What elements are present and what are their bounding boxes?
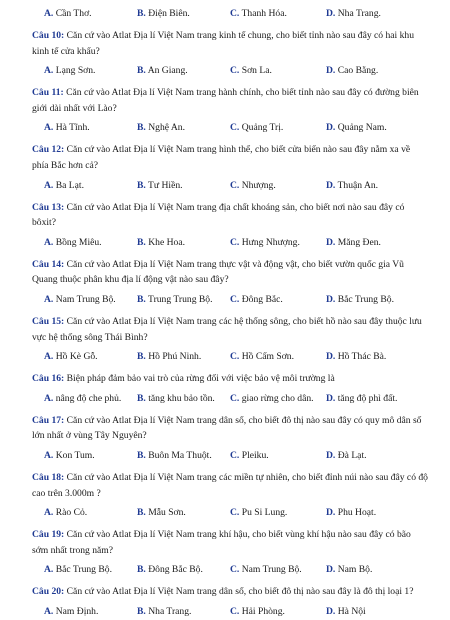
option-text: Tư Hiền. xyxy=(148,179,183,191)
answer-option[interactable] xyxy=(137,562,203,578)
question-text: Biện pháp đảm bảo vai trò của rừng đối với việc bảo vệ môi trường là xyxy=(66,373,335,385)
option-text: Nam Bộ. xyxy=(337,564,373,576)
question-number: Câu 20: xyxy=(32,586,65,598)
option-text: Hà Nội xyxy=(337,606,366,617)
answer-option[interactable] xyxy=(326,292,394,308)
answer-option[interactable] xyxy=(137,391,215,407)
answer-option[interactable] xyxy=(230,562,302,578)
option-text: Điện Biên. xyxy=(148,8,190,19)
question-stem xyxy=(32,85,428,116)
option-letter: D. xyxy=(326,564,336,576)
answer-option[interactable] xyxy=(137,63,188,79)
option-letter: C. xyxy=(230,294,240,305)
answer-options xyxy=(0,349,450,365)
option-text: Quảng Nam. xyxy=(337,122,387,134)
question-text: Căn cứ vào Atlat Địa lí Việt Nam trang địa chất khoáng sản, cho biết nơi nào sau đây có bôxit? xyxy=(32,201,405,229)
answer-option[interactable] xyxy=(326,235,381,251)
option-letter: D. xyxy=(326,65,336,77)
question-number: Câu 14: xyxy=(32,258,65,270)
answer-options xyxy=(0,505,450,521)
answer-option[interactable] xyxy=(44,562,112,578)
option-letter: D. xyxy=(326,450,336,461)
option-text: An Giang. xyxy=(147,65,188,77)
option-letter: A. xyxy=(44,351,54,363)
option-text: Nam Định. xyxy=(55,606,99,617)
question-text: Căn cứ vào Atlat Địa lí Việt Nam trang dân số, cho biết đô thị nào sau đây là đô thị loại 1? xyxy=(66,586,414,598)
option-letter: A. xyxy=(44,8,54,19)
option-text: Nghệ An. xyxy=(148,122,185,134)
answer-options xyxy=(0,235,450,251)
option-text: Khe Hoa. xyxy=(148,236,185,248)
option-text: Bồng Miêu. xyxy=(55,236,102,248)
answer-option[interactable] xyxy=(230,235,300,251)
answer-option[interactable] xyxy=(137,604,191,620)
answer-option[interactable] xyxy=(44,505,87,521)
option-letter: A. xyxy=(44,122,54,134)
option-letter: D. xyxy=(326,122,336,134)
answer-option[interactable] xyxy=(137,448,212,464)
option-text: giao rừng cho dân. xyxy=(241,392,314,404)
option-letter: B. xyxy=(137,564,146,576)
option-text: Nhượng. xyxy=(241,179,276,191)
question-number: Câu 10: xyxy=(32,30,65,41)
question-text: Căn cứ vào Atlat Địa lí Việt Nam trang kinh tế chung, cho biết tỉnh nào sau đây có hai khu kinh tế cửa khẩu? xyxy=(32,30,414,57)
question-text: Căn cứ vào Atlat Địa lí Việt Nam trang hành chính, cho biết tỉnh nào sau đây có đường biên giới dài nhất với Lào? xyxy=(32,87,419,114)
answer-option[interactable] xyxy=(326,349,386,365)
question-stem xyxy=(32,371,428,387)
option-text: Nam Trung Bộ. xyxy=(241,564,302,576)
option-text: tăng độ phì đất. xyxy=(337,392,398,404)
answer-option[interactable] xyxy=(44,391,121,407)
answer-option[interactable] xyxy=(44,120,90,136)
answer-option[interactable] xyxy=(44,6,92,22)
answer-option[interactable] xyxy=(230,349,294,365)
answer-option[interactable] xyxy=(326,562,372,578)
question-number: Câu 12: xyxy=(32,144,65,156)
question-text: Căn cứ vào Atlat Địa lí Việt Nam trang thực vật và động vật, cho biết vườn quốc gia Vũ Quang thuộc phân khu địa lí động vật nào sau đây? xyxy=(32,258,404,286)
question-stem xyxy=(32,413,428,444)
option-letter: B. xyxy=(137,179,146,191)
option-text: Kon Tum. xyxy=(55,450,95,461)
option-letter: A. xyxy=(44,294,54,305)
answer-option[interactable] xyxy=(230,178,276,194)
option-letter: C. xyxy=(230,606,240,617)
option-text: Hồ Kè Gỗ. xyxy=(55,351,98,363)
option-text: Hồ Thác Bà. xyxy=(337,351,387,363)
option-text: Nha Trang. xyxy=(337,8,381,19)
option-text: Nha Trang. xyxy=(148,606,192,617)
option-text: Quảng Trị. xyxy=(241,122,284,134)
option-letter: B. xyxy=(137,606,146,617)
option-letter: D. xyxy=(326,8,336,19)
option-text: Ba Lạt. xyxy=(55,179,84,191)
option-text: Mẫu Sơn. xyxy=(148,507,186,519)
question-stem xyxy=(32,257,428,288)
answer-option[interactable] xyxy=(326,6,381,22)
answer-options xyxy=(0,6,450,22)
answer-option[interactable] xyxy=(44,63,95,79)
option-letter: C. xyxy=(230,507,240,519)
question-stem xyxy=(32,28,428,59)
answer-option[interactable] xyxy=(326,178,378,194)
option-text: Thuận An. xyxy=(337,179,379,191)
answer-option[interactable] xyxy=(137,120,185,136)
option-text: Pu Si Lung. xyxy=(241,507,288,519)
option-letter: A. xyxy=(44,606,54,617)
answer-option[interactable] xyxy=(230,505,287,521)
question-text: Căn cứ vào Atlat Địa lí Việt Nam trang các hệ thống sông, cho biết hồ nào sau đây thuộc lưu vực hệ thống sông Thái Bình? xyxy=(32,316,422,343)
answer-option[interactable] xyxy=(137,6,190,22)
answer-options xyxy=(0,604,450,620)
option-letter: B. xyxy=(137,294,146,305)
option-letter: A. xyxy=(44,392,54,404)
option-text: Trung Trung Bộ. xyxy=(148,294,213,305)
question-text: Căn cứ vào Atlat Địa lí Việt Nam trang dân số, cho biết đô thị nào sau đây có quy mô dân số lớn nhất ở vùng Tây Nguyên? xyxy=(32,414,422,442)
answer-option[interactable] xyxy=(230,120,283,136)
option-text: Nam Trung Bộ. xyxy=(55,294,116,305)
answer-option[interactable] xyxy=(230,63,272,79)
question-text: Căn cứ vào Atlat Địa lí Việt Nam trang khí hậu, cho biết vùng khí hậu nào sau đây có bão sớm nhất trong năm? xyxy=(32,529,411,556)
option-letter: C. xyxy=(230,392,240,404)
answer-option[interactable] xyxy=(44,178,84,194)
question-number: Câu 13: xyxy=(32,201,65,213)
answer-options xyxy=(0,562,450,578)
answer-option[interactable] xyxy=(230,292,283,308)
option-letter: C. xyxy=(230,179,240,191)
option-letter: B. xyxy=(137,236,146,248)
answer-options xyxy=(0,292,450,308)
option-letter: A. xyxy=(44,564,54,576)
answer-option[interactable] xyxy=(137,178,183,194)
answer-option[interactable] xyxy=(326,391,397,407)
question-number: Câu 16: xyxy=(32,373,65,385)
option-text: Hồ Phú Ninh. xyxy=(148,351,202,363)
answer-options xyxy=(0,120,450,136)
option-letter: A. xyxy=(44,450,54,461)
option-text: Lạng Sơn. xyxy=(55,65,96,77)
option-letter: D. xyxy=(326,606,336,617)
option-letter: C. xyxy=(230,65,240,77)
option-text: tăng khu bảo tồn. xyxy=(148,392,215,404)
answer-option[interactable] xyxy=(137,505,186,521)
answer-option[interactable] xyxy=(44,448,95,464)
question-number: Câu 18: xyxy=(32,472,65,483)
option-letter: D. xyxy=(326,392,336,404)
option-text: Phu Hoạt. xyxy=(337,507,377,519)
option-letter: B. xyxy=(137,450,146,461)
question-stem xyxy=(32,142,428,173)
option-text: Bắc Trung Bộ. xyxy=(55,564,112,576)
option-text: Hưng Nhượng. xyxy=(241,236,300,248)
question-stem xyxy=(32,470,428,501)
answer-option[interactable] xyxy=(44,292,116,308)
option-letter: B. xyxy=(137,122,146,134)
answer-option[interactable] xyxy=(44,349,98,365)
option-text: Cao Bằng. xyxy=(337,65,379,77)
answer-option[interactable] xyxy=(326,120,387,136)
answer-options xyxy=(0,448,450,464)
option-text: Bắc Trung Bộ. xyxy=(337,294,394,305)
question-stem xyxy=(32,584,428,600)
option-text: Rào Cỏ. xyxy=(55,507,88,519)
option-text: Măng Đen. xyxy=(337,236,381,248)
answer-option[interactable] xyxy=(326,63,378,79)
option-letter: C. xyxy=(230,236,240,248)
question-number: Câu 17: xyxy=(32,414,65,426)
answer-option[interactable] xyxy=(326,448,367,464)
answer-option[interactable] xyxy=(44,235,102,251)
option-text: Buôn Ma Thuột. xyxy=(148,450,212,461)
answer-option[interactable] xyxy=(230,6,287,22)
option-letter: D. xyxy=(326,351,336,363)
option-text: Đà Lạt. xyxy=(337,450,367,461)
answer-options xyxy=(0,391,450,407)
option-letter: B. xyxy=(137,507,146,519)
question-number: Câu 11: xyxy=(32,87,64,99)
answer-option[interactable] xyxy=(137,292,212,308)
answer-options xyxy=(0,178,450,194)
option-letter: C. xyxy=(230,564,240,576)
answer-option[interactable] xyxy=(137,235,185,251)
answer-option[interactable] xyxy=(44,604,98,620)
answer-option[interactable] xyxy=(230,391,314,407)
question-stem xyxy=(32,314,428,345)
question-text: Căn cứ vào Atlat Địa lí Việt Nam trang các miền tự nhiên, cho biết đỉnh núi nào sau đây có độ cao trên 3.000m ? xyxy=(32,472,428,499)
option-letter: C. xyxy=(230,8,240,19)
question-text: Căn cứ vào Atlat Địa lí Việt Nam trang hình thể, cho biết cửa biển nào sau đây nằm xa về phía Bắc hơn cả? xyxy=(32,144,411,171)
option-letter: B. xyxy=(137,65,146,77)
question-stem xyxy=(32,527,428,558)
answer-options xyxy=(0,63,450,79)
option-letter: D. xyxy=(326,507,336,519)
answer-option[interactable] xyxy=(326,505,376,521)
option-letter: C. xyxy=(230,450,240,461)
option-text: Hà Tĩnh. xyxy=(55,122,90,134)
option-letter: D. xyxy=(326,236,336,248)
option-text: nâng độ che phủ. xyxy=(55,392,122,404)
option-text: Đông Bắc. xyxy=(241,294,283,305)
option-letter: C. xyxy=(230,122,240,134)
question-number: Câu 19: xyxy=(32,529,65,541)
option-letter: D. xyxy=(326,294,336,305)
answer-option[interactable] xyxy=(326,604,366,620)
option-letter: A. xyxy=(44,65,54,77)
option-text: Sơn La. xyxy=(241,65,272,77)
option-letter: D. xyxy=(326,179,336,191)
option-text: Cần Thơ. xyxy=(55,8,92,19)
question-number: Câu 15: xyxy=(32,316,65,327)
option-letter: C. xyxy=(230,351,240,363)
answer-option[interactable] xyxy=(137,349,201,365)
option-letter: A. xyxy=(44,179,54,191)
question-stem xyxy=(32,200,428,231)
option-letter: B. xyxy=(137,351,146,363)
answer-option[interactable] xyxy=(230,604,285,620)
answer-option[interactable] xyxy=(230,448,269,464)
option-text: Pleiku. xyxy=(241,450,269,461)
option-text: Hải Phòng. xyxy=(241,606,285,617)
option-letter: A. xyxy=(44,507,54,519)
option-text: Hồ Cấm Sơn. xyxy=(241,351,294,363)
option-text: Đông Bắc Bộ. xyxy=(148,564,203,576)
option-letter: B. xyxy=(137,8,146,19)
option-text: Thanh Hóa. xyxy=(241,8,287,19)
option-letter: B. xyxy=(137,392,146,404)
option-letter: A. xyxy=(44,236,54,248)
